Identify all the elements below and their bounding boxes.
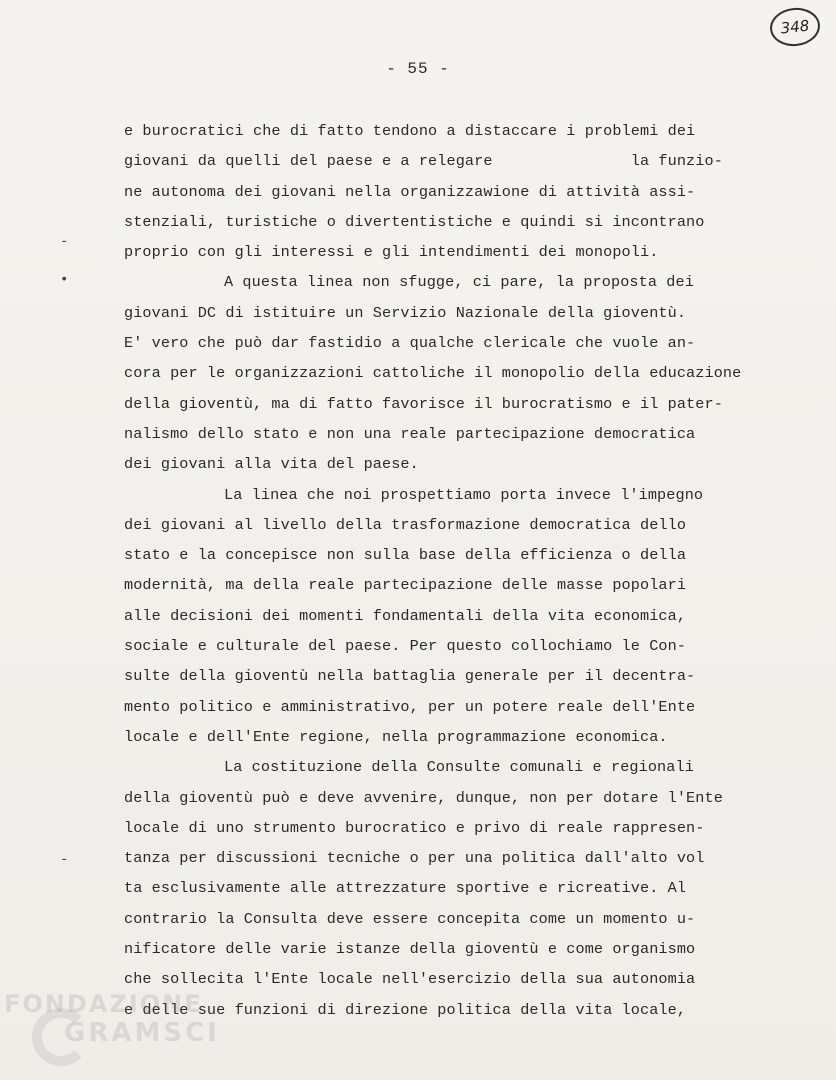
text-line: nalismo dello stato e non una reale partecipazione democratica — [124, 424, 696, 443]
page-number: - 55 - — [386, 60, 450, 78]
text-line: della gioventù può e deve avvenire, dunque, non per dotare l'Ente — [124, 788, 723, 807]
text-line: locale di uno strumento burocratico e privo di reale rappresen- — [124, 818, 705, 837]
text-line: locale e dell'Ente regione, nella programmazione economica. — [124, 727, 668, 746]
text-line: contrario la Consulta deve essere concepita come un momento u- — [124, 909, 696, 928]
watermark-g-shape — [32, 1008, 90, 1066]
text-line: sociale e culturale del paese. Per questo collochiamo le Con- — [124, 637, 687, 656]
watermark-line1: FONDAZIONE — [4, 990, 203, 1018]
text-line: ta esclusivamente alle attrezzature sportive e ricreative. Al — [124, 879, 687, 898]
text-line: stenziali, turistiche o divertentistiche e quindi si incontrano — [124, 212, 705, 231]
watermark-line2: GRAMSCI — [64, 1018, 220, 1048]
text-line: E' vero che può dar fastidio a qualche clericale che vuole an- — [124, 334, 696, 353]
text-line: stato e la concepisce non sulla base della efficienza o della — [124, 546, 687, 565]
text-line: tanza per discussioni tecniche o per una politica dall'alto vol — [124, 849, 705, 868]
text-line: giovani DC di istituire un Servizio Nazionale della gioventù. — [124, 303, 687, 322]
text-line: proprio con gli interessi e gli intendimenti dei monopoli. — [124, 243, 659, 262]
text-line: ne autonoma dei giovani nella organizzawione di attività assi- — [124, 182, 696, 201]
text-line: dei giovani al livello della trasformazione democratica dello — [124, 515, 687, 534]
body-text — [124, 116, 814, 1025]
text-line: dei giovani alla vita del paese. — [124, 455, 419, 474]
text-line: nificatore delle varie istanze della gioventù e come organismo — [124, 940, 696, 959]
text-line: della gioventù, ma di fatto favorisce il burocratismo e il pater- — [124, 394, 723, 413]
text-line: e delle sue funzioni di direzione politica della vita locale, — [124, 1000, 687, 1019]
margin-mark: - — [60, 234, 69, 250]
archive-stamp: 348 — [768, 5, 822, 48]
text-line: cora per le organizzazioni cattoliche il monopolio della educazione — [124, 364, 742, 383]
text-line: alle decisioni dei momenti fondamentali della vita economica, — [124, 606, 687, 625]
text-line: La costituzione della Consulte comunali e regionali — [224, 758, 694, 777]
text-line: giovani da quelli del paese e a relegare la funzio- — [124, 152, 723, 171]
watermark-logo — [4, 990, 254, 1070]
margin-mark: - — [60, 852, 69, 868]
text-line: e burocratici che di fatto tendono a distaccare i problemi dei — [124, 122, 696, 140]
text-line: modernità, ma della reale partecipazione delle masse popolari — [124, 576, 687, 595]
margin-mark: • — [60, 272, 69, 288]
text-line: che sollecita l'Ente locale nell'esercizio della sua autonomia — [124, 970, 696, 989]
text-line: sulte della gioventù nella battaglia generale per il decentra- — [124, 667, 696, 686]
text-line: mento politico e amministrativo, per un potere reale dell'Ente — [124, 697, 696, 716]
text-line: La linea che noi prospettiamo porta invece l'impegno — [224, 485, 704, 504]
text-line: A questa linea non sfugge, ci pare, la proposta dei — [224, 273, 694, 292]
